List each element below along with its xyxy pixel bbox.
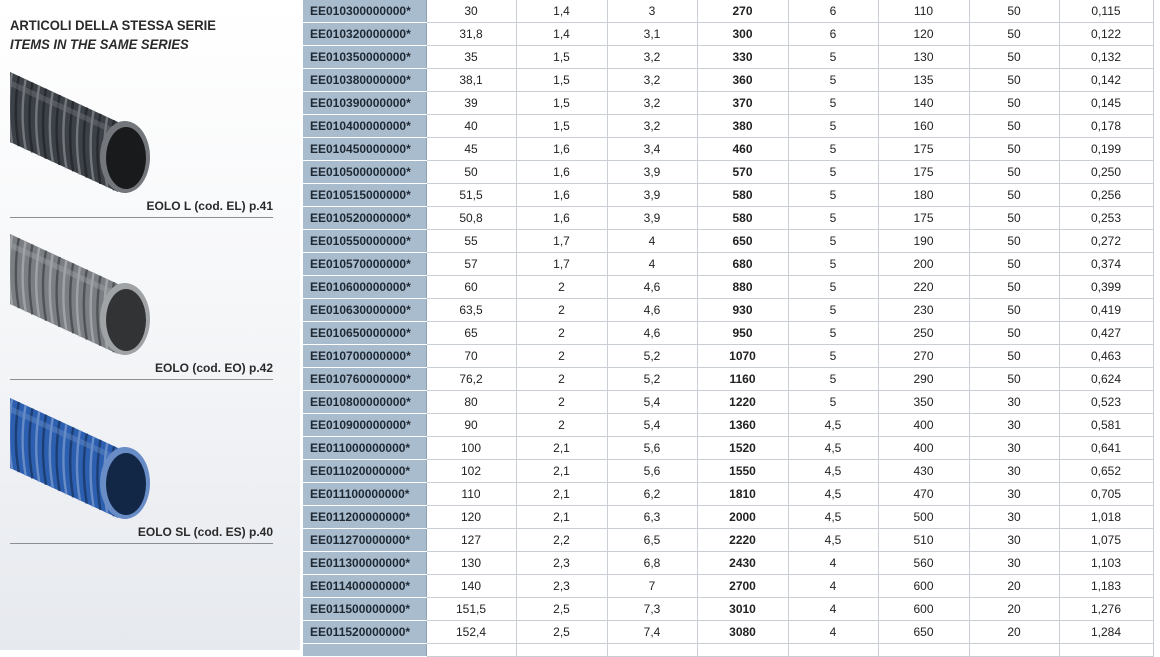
cell-bend: 5 (788, 276, 878, 299)
cell-code[interactable]: EE011520000000* (303, 621, 426, 644)
cell-bend: 5 (788, 69, 878, 92)
cell-weight: 3,2 (607, 92, 697, 115)
cell-code[interactable]: EE011100000000* (303, 483, 426, 506)
cell-length: 50 (969, 115, 1059, 138)
table-row (303, 276, 1153, 299)
cell-diameter: 102 (426, 460, 516, 483)
cell-price: 0,374 (1059, 253, 1153, 276)
cell-bend: 4 (788, 552, 878, 575)
cell-diameter: 152,4 (426, 621, 516, 644)
series-item-caption: EOLO SL (cod. ES) p.40 (137, 525, 273, 539)
cell-weight: 4,6 (607, 299, 697, 322)
table-row (303, 138, 1153, 161)
cell-bend: 4,5 (788, 414, 878, 437)
cell-length: 50 (969, 368, 1059, 391)
cell-weight: 3 (607, 0, 697, 23)
cell-weight: 6,2 (607, 483, 697, 506)
table-row (303, 552, 1153, 575)
cell-diameter: 40 (426, 115, 516, 138)
cell-diameter: 130 (426, 552, 516, 575)
cell-radius: 600 (878, 575, 969, 598)
cell-code[interactable]: EE010450000000* (303, 138, 426, 161)
table-row (303, 184, 1153, 207)
table-row (303, 253, 1153, 276)
cell-weight: 7,3 (607, 598, 697, 621)
cell-diameter: 80 (426, 391, 516, 414)
cell-bend: 4,5 (788, 506, 878, 529)
cell-code[interactable]: EE011300000000* (303, 552, 426, 575)
cell-weight: 3,9 (607, 184, 697, 207)
cell-code[interactable]: EE011270000000* (303, 529, 426, 552)
table-row (303, 230, 1153, 253)
cell-pressure: 1070 (697, 345, 788, 368)
cell-radius: 220 (878, 276, 969, 299)
cell-radius: 140 (878, 92, 969, 115)
cell-bend: 5 (788, 230, 878, 253)
cell-thickness: 2 (516, 322, 607, 345)
cell-thickness: 1,6 (516, 184, 607, 207)
cell-radius: 175 (878, 207, 969, 230)
cell-bend: 5 (788, 368, 878, 391)
cell-price: 1,183 (1059, 575, 1153, 598)
cell-price: 0,419 (1059, 299, 1153, 322)
cell-length: 30 (969, 552, 1059, 575)
cell-radius: 400 (878, 414, 969, 437)
cell-length: 30 (969, 391, 1059, 414)
cell-pressure: 1360 (697, 414, 788, 437)
cell-price: 0,652 (1059, 460, 1153, 483)
cell-weight: 7 (607, 575, 697, 598)
cell-diameter: 35 (426, 46, 516, 69)
cell-length: 50 (969, 69, 1059, 92)
cell-price: 0,256 (1059, 184, 1153, 207)
cell-thickness: 2,1 (516, 460, 607, 483)
cell-bend: 5 (788, 391, 878, 414)
cell-diameter: 51,5 (426, 184, 516, 207)
cell-thickness: 2,1 (516, 483, 607, 506)
cell-thickness: 1,4 (516, 0, 607, 23)
cell-weight: 3,2 (607, 46, 697, 69)
table-row (303, 483, 1153, 506)
cell-thickness: 2,3 (516, 575, 607, 598)
cell-diameter: 38,1 (426, 69, 516, 92)
cell-price: 0,253 (1059, 207, 1153, 230)
cell-length: 50 (969, 46, 1059, 69)
cell-diameter: 65 (426, 322, 516, 345)
cell-bend: 5 (788, 138, 878, 161)
cell-bend: 5 (788, 115, 878, 138)
cell-radius: 160 (878, 115, 969, 138)
cell-thickness: 1,7 (516, 230, 607, 253)
cell-thickness: 2 (516, 299, 607, 322)
table-row-partial (303, 644, 1153, 657)
cell-bend: 5 (788, 207, 878, 230)
cell-length: 30 (969, 437, 1059, 460)
cell-bend: 5 (788, 345, 878, 368)
series-item-divider (10, 543, 273, 544)
cell-thickness: 1,5 (516, 115, 607, 138)
cell-diameter: 140 (426, 575, 516, 598)
cell-code[interactable]: EE010600000000* (303, 276, 426, 299)
cell-thickness: 2,5 (516, 621, 607, 644)
series-subtitle: ITEMS IN THE SAME SERIES (10, 36, 189, 52)
cell-weight: 5,2 (607, 368, 697, 391)
cell-diameter: 50 (426, 161, 516, 184)
cell-price: 0,641 (1059, 437, 1153, 460)
cell-radius: 290 (878, 368, 969, 391)
cell-thickness: 2 (516, 345, 607, 368)
cell-weight: 4,6 (607, 322, 697, 345)
cell-diameter: 100 (426, 437, 516, 460)
cell-radius: 110 (878, 0, 969, 23)
cell-pressure: 680 (697, 253, 788, 276)
cell-price: 0,132 (1059, 46, 1153, 69)
table-row (303, 0, 1153, 23)
cell-length: 20 (969, 575, 1059, 598)
table-row (303, 437, 1153, 460)
cell-bend: 5 (788, 322, 878, 345)
cell-thickness: 2 (516, 391, 607, 414)
cell-length: 50 (969, 276, 1059, 299)
cell-length: 50 (969, 138, 1059, 161)
cell-diameter: 31,8 (426, 23, 516, 46)
cell-pressure: 460 (697, 138, 788, 161)
cell-thickness: 2,1 (516, 506, 607, 529)
cell-pressure: 950 (697, 322, 788, 345)
cell-bend: 4 (788, 598, 878, 621)
cell-thickness: 2 (516, 414, 607, 437)
cell-weight: 5,2 (607, 345, 697, 368)
cell-price: 0,399 (1059, 276, 1153, 299)
cell-weight: 5,4 (607, 414, 697, 437)
cell-pressure: 3080 (697, 621, 788, 644)
hose-image (10, 392, 155, 524)
cell-diameter: 55 (426, 230, 516, 253)
cell-bend: 6 (788, 0, 878, 23)
cell-radius: 510 (878, 529, 969, 552)
related-series-panel (0, 0, 300, 650)
cell-length: 50 (969, 0, 1059, 23)
cell-diameter: 57 (426, 253, 516, 276)
cell-bend: 4,5 (788, 437, 878, 460)
cell-pressure: 2220 (697, 529, 788, 552)
cell-bend: 5 (788, 184, 878, 207)
cell-weight: 3,9 (607, 161, 697, 184)
cell-thickness: 2 (516, 368, 607, 391)
cell-weight: 7,4 (607, 621, 697, 644)
series-title: ARTICOLI DELLA STESSA SERIE (10, 17, 216, 33)
cell-price: 0,115 (1059, 0, 1153, 23)
cell-radius: 600 (878, 598, 969, 621)
cell-diameter: 110 (426, 483, 516, 506)
cell-diameter: 45 (426, 138, 516, 161)
cell-weight: 3,4 (607, 138, 697, 161)
table-row (303, 92, 1153, 115)
cell-price: 1,018 (1059, 506, 1153, 529)
cell-pressure: 880 (697, 276, 788, 299)
cell-code[interactable]: EE010900000000* (303, 414, 426, 437)
cell-length: 50 (969, 322, 1059, 345)
cell-code[interactable]: EE010500000000* (303, 161, 426, 184)
cell-length: 50 (969, 230, 1059, 253)
cell-pressure: 580 (697, 207, 788, 230)
cell-thickness: 1,5 (516, 69, 607, 92)
cell-bend: 5 (788, 161, 878, 184)
series-item-divider (10, 217, 273, 218)
cell-price: 0,272 (1059, 230, 1153, 253)
cell-weight: 5,6 (607, 437, 697, 460)
table-row (303, 391, 1153, 414)
cell-thickness: 2,3 (516, 552, 607, 575)
cell-code[interactable]: EE010570000000* (303, 253, 426, 276)
cell-price: 0,199 (1059, 138, 1153, 161)
cell-bend: 4,5 (788, 483, 878, 506)
cell-radius: 120 (878, 23, 969, 46)
table-row (303, 322, 1153, 345)
cell-pressure: 1810 (697, 483, 788, 506)
cell-pressure: 2000 (697, 506, 788, 529)
cell-radius: 500 (878, 506, 969, 529)
series-item-divider (10, 379, 273, 380)
cell-radius: 270 (878, 345, 969, 368)
cell-weight: 3,2 (607, 69, 697, 92)
cell-radius: 470 (878, 483, 969, 506)
cell-thickness: 2,1 (516, 437, 607, 460)
cell-pressure: 930 (697, 299, 788, 322)
cell-radius: 135 (878, 69, 969, 92)
cell-code[interactable]: EE010300000000* (303, 0, 426, 23)
table-row (303, 207, 1153, 230)
cell-length: 50 (969, 299, 1059, 322)
cell-diameter: 120 (426, 506, 516, 529)
series-item-caption: EOLO (cod. EO) p.42 (154, 361, 273, 375)
cell-price: 0,427 (1059, 322, 1153, 345)
cell-pressure: 580 (697, 184, 788, 207)
series-item[interactable] (10, 392, 273, 547)
cell-code[interactable]: EE011500000000* (303, 598, 426, 621)
product-table (303, 0, 1154, 657)
table-row (303, 621, 1153, 644)
cell-thickness: 1,6 (516, 207, 607, 230)
cell-price: 0,705 (1059, 483, 1153, 506)
cell-bend: 4 (788, 621, 878, 644)
table-row (303, 345, 1153, 368)
cell-price: 0,145 (1059, 92, 1153, 115)
cell-price: 0,122 (1059, 23, 1153, 46)
cell-pressure: 330 (697, 46, 788, 69)
cell-bend: 5 (788, 92, 878, 115)
cell-code[interactable]: EE011020000000* (303, 460, 426, 483)
hose-image (10, 66, 155, 198)
cell-pressure: 370 (697, 92, 788, 115)
cell-diameter: 151,5 (426, 598, 516, 621)
cell-length: 50 (969, 23, 1059, 46)
cell-pressure: 360 (697, 69, 788, 92)
cell-diameter: 76,2 (426, 368, 516, 391)
cell-radius: 190 (878, 230, 969, 253)
cell-radius: 250 (878, 322, 969, 345)
cell-pressure: 2700 (697, 575, 788, 598)
cell-code[interactable]: EE010650000000* (303, 322, 426, 345)
cell-diameter: 30 (426, 0, 516, 23)
cell-price: 1,276 (1059, 598, 1153, 621)
cell-length: 20 (969, 621, 1059, 644)
cell-code[interactable]: EE010390000000* (303, 92, 426, 115)
cell-bend: 4 (788, 575, 878, 598)
cell-pressure: 650 (697, 230, 788, 253)
cell-pressure: 1550 (697, 460, 788, 483)
cell-pressure: 1160 (697, 368, 788, 391)
table-row (303, 69, 1153, 92)
cell-length: 50 (969, 161, 1059, 184)
table-row (303, 598, 1153, 621)
cell-length: 30 (969, 506, 1059, 529)
cell-length: 30 (969, 483, 1059, 506)
cell-price: 0,142 (1059, 69, 1153, 92)
cell-length: 50 (969, 92, 1059, 115)
series-item-caption: EOLO L (cod. EL) p.41 (146, 199, 273, 213)
cell-weight: 6,3 (607, 506, 697, 529)
cell-pressure: 570 (697, 161, 788, 184)
cell-radius: 130 (878, 46, 969, 69)
cell-diameter: 60 (426, 276, 516, 299)
cell-thickness: 2,5 (516, 598, 607, 621)
cell-radius: 175 (878, 161, 969, 184)
cell-code[interactable]: EE010400000000* (303, 115, 426, 138)
cell-bend: 4,5 (788, 460, 878, 483)
cell-code[interactable]: EE010380000000* (303, 69, 426, 92)
cell-bend: 4,5 (788, 529, 878, 552)
cell-weight: 5,6 (607, 460, 697, 483)
cell-pressure: 2430 (697, 552, 788, 575)
cell-diameter: 70 (426, 345, 516, 368)
table-row (303, 575, 1153, 598)
cell-weight: 4 (607, 253, 697, 276)
cell-pressure: 1220 (697, 391, 788, 414)
cell-radius: 180 (878, 184, 969, 207)
table-row (303, 161, 1153, 184)
cell-diameter: 39 (426, 92, 516, 115)
table-row (303, 115, 1153, 138)
cell-thickness: 2 (516, 276, 607, 299)
cell-price: 0,463 (1059, 345, 1153, 368)
cell-diameter: 127 (426, 529, 516, 552)
cell-price: 1,284 (1059, 621, 1153, 644)
cell-weight: 3,9 (607, 207, 697, 230)
cell-price: 0,624 (1059, 368, 1153, 391)
cell-thickness: 1,4 (516, 23, 607, 46)
cell-weight: 6,5 (607, 529, 697, 552)
cell-weight: 5,4 (607, 391, 697, 414)
table-row (303, 368, 1153, 391)
cell-price: 0,250 (1059, 161, 1153, 184)
cell-thickness: 1,5 (516, 46, 607, 69)
cell-price: 1,103 (1059, 552, 1153, 575)
table-row (303, 506, 1153, 529)
cell-length: 30 (969, 460, 1059, 483)
cell-bend: 5 (788, 46, 878, 69)
cell-pressure: 3010 (697, 598, 788, 621)
cell-code[interactable]: EE010700000000* (303, 345, 426, 368)
cell-length: 30 (969, 529, 1059, 552)
table-row (303, 23, 1153, 46)
cell-radius: 350 (878, 391, 969, 414)
cell-code[interactable]: EE010550000000* (303, 230, 426, 253)
cell-weight: 3,1 (607, 23, 697, 46)
cell-code[interactable]: EE010630000000* (303, 299, 426, 322)
cell-price: 0,523 (1059, 391, 1153, 414)
cell-pressure: 270 (697, 0, 788, 23)
series-item[interactable] (10, 228, 273, 383)
cell-thickness: 2,2 (516, 529, 607, 552)
cell-bend: 5 (788, 253, 878, 276)
cell-length: 30 (969, 414, 1059, 437)
hose-image (10, 228, 155, 360)
cell-code[interactable]: EE010320000000* (303, 23, 426, 46)
cell-length: 20 (969, 598, 1059, 621)
cell-price: 0,178 (1059, 115, 1153, 138)
cell-radius: 230 (878, 299, 969, 322)
table-row (303, 460, 1153, 483)
table-row (303, 46, 1153, 69)
cell-price: 0,581 (1059, 414, 1153, 437)
cell-code[interactable]: EE010760000000* (303, 368, 426, 391)
cell-thickness: 1,5 (516, 92, 607, 115)
cell-pressure: 380 (697, 115, 788, 138)
cell-thickness: 1,6 (516, 161, 607, 184)
cell-diameter: 50,8 (426, 207, 516, 230)
cell-diameter: 90 (426, 414, 516, 437)
cell-bend: 6 (788, 23, 878, 46)
table-row (303, 529, 1153, 552)
cell-radius: 400 (878, 437, 969, 460)
cell-radius: 200 (878, 253, 969, 276)
cell-radius: 430 (878, 460, 969, 483)
cell-length: 50 (969, 207, 1059, 230)
cell-pressure: 300 (697, 23, 788, 46)
cell-length: 50 (969, 345, 1059, 368)
cell-thickness: 1,7 (516, 253, 607, 276)
table-row (303, 299, 1153, 322)
cell-code[interactable]: EE011400000000* (303, 575, 426, 598)
cell-length: 50 (969, 184, 1059, 207)
cell-thickness: 1,6 (516, 138, 607, 161)
table-row (303, 414, 1153, 437)
cell-weight: 3,2 (607, 115, 697, 138)
cell-weight: 4,6 (607, 276, 697, 299)
cell-radius: 560 (878, 552, 969, 575)
cell-pressure: 1520 (697, 437, 788, 460)
cell-code[interactable]: EE010800000000* (303, 391, 426, 414)
cell-weight: 6,8 (607, 552, 697, 575)
cell-price: 1,075 (1059, 529, 1153, 552)
cell-code[interactable]: EE011000000000* (303, 437, 426, 460)
cell-code[interactable]: EE010520000000* (303, 207, 426, 230)
cell-code[interactable]: EE010515000000* (303, 184, 426, 207)
cell-weight: 4 (607, 230, 697, 253)
series-item[interactable] (10, 66, 273, 221)
cell-code[interactable]: EE010350000000* (303, 46, 426, 69)
cell-radius: 650 (878, 621, 969, 644)
cell-bend: 5 (788, 299, 878, 322)
cell-length: 50 (969, 253, 1059, 276)
cell-code[interactable]: EE011200000000* (303, 506, 426, 529)
cell-diameter: 63,5 (426, 299, 516, 322)
cell-radius: 175 (878, 138, 969, 161)
